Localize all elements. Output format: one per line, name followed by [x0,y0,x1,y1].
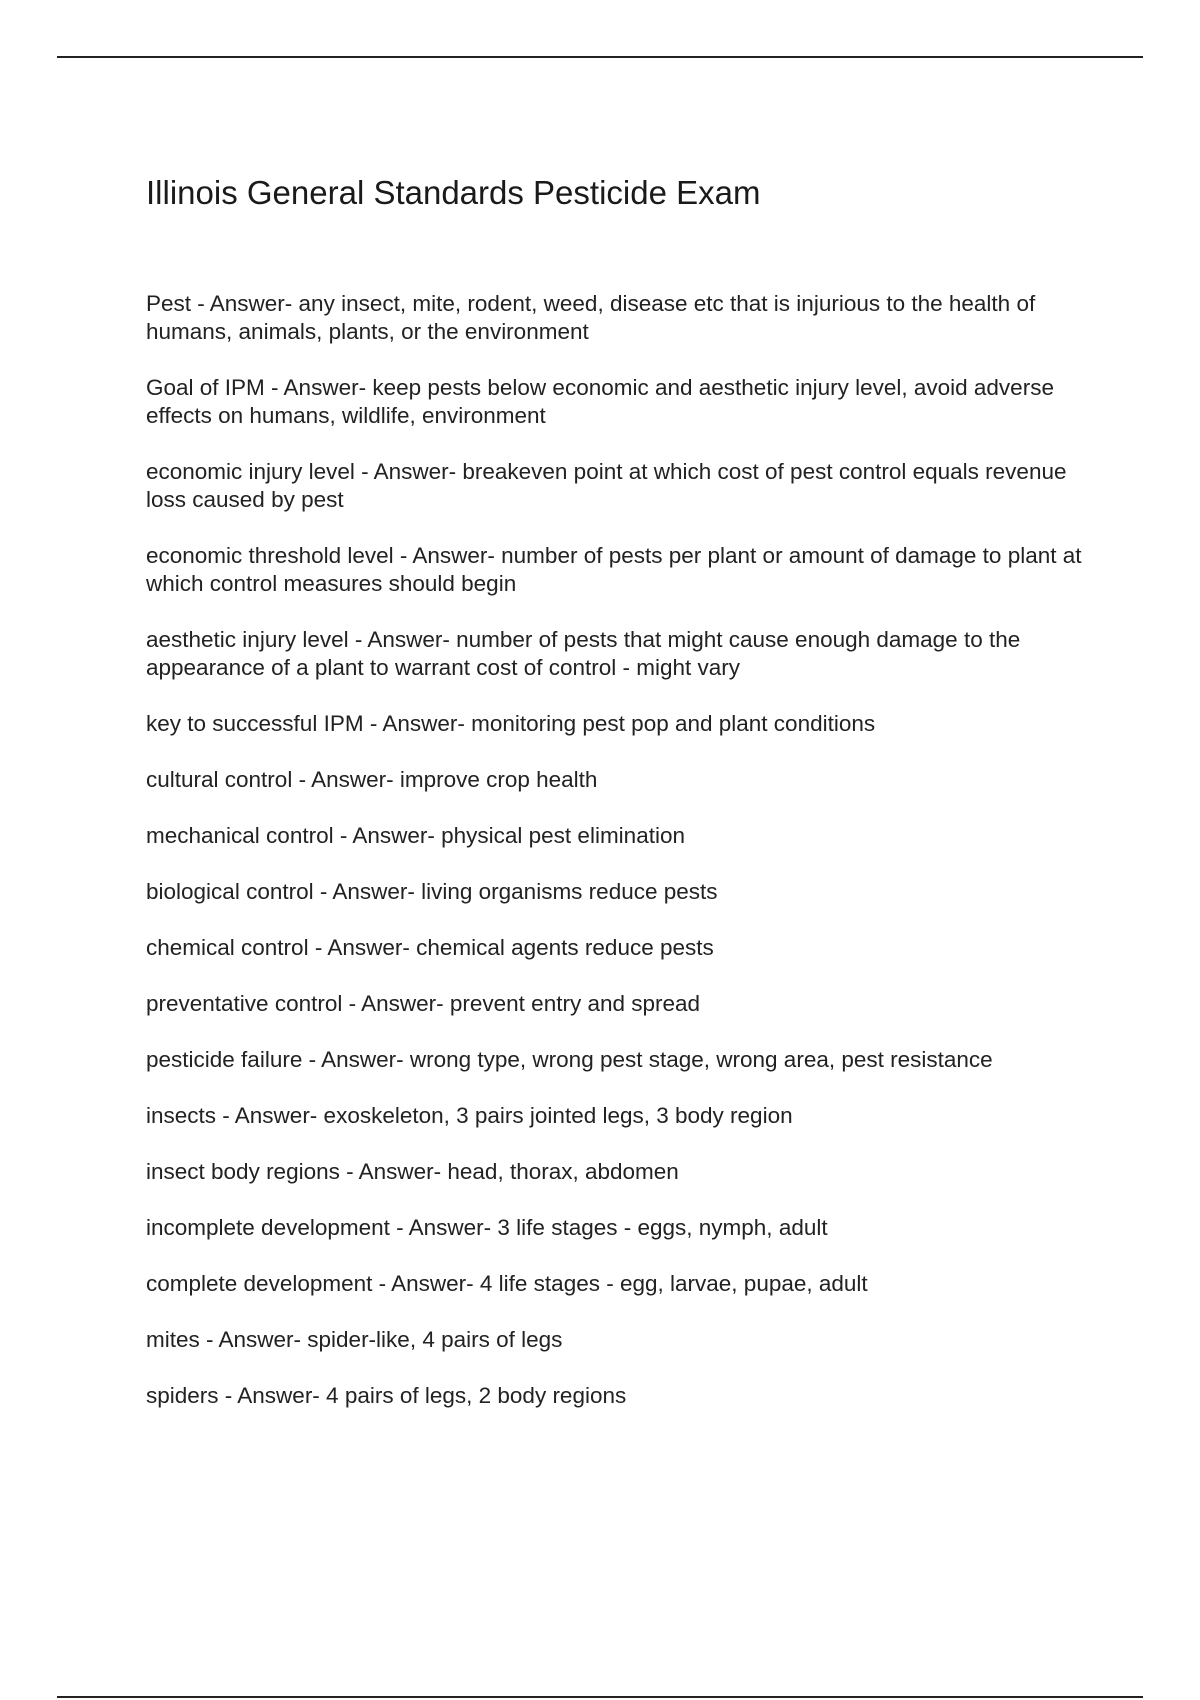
flashcard-entry: mites - Answer- spider-like, 4 pairs of legs [146,1327,563,1352]
flashcard-entry: complete development - Answer- 4 life stages - egg, larvae, pupae, adult [146,1271,868,1296]
flashcard-entry: economic injury level - Answer- breakeven point at which cost of pest control equals revenue loss caused by pest [146,459,1067,512]
flashcard-entry: pesticide failure - Answer- wrong type, wrong pest stage, wrong area, pest resistance [146,1047,993,1072]
flashcard-entry: insects - Answer- exoskeleton, 3 pairs jointed legs, 3 body region [146,1103,793,1128]
flashcard-entry: economic threshold level - Answer- number of pests per plant or amount of damage to plant at which control measures should begin [146,543,1082,596]
flashcard-entry: aesthetic injury level - Answer- number of pests that might cause enough damage to the appearance of a plant to warrant cost of control - might vary [146,627,1021,680]
flashcard-entry: Pest - Answer- any insect, mite, rodent, weed, disease etc that is injurious to the health of humans, animals, plants, or the environment [146,291,1036,344]
top-divider [57,56,1143,58]
flashcard-entry: spiders - Answer- 4 pairs of legs, 2 body regions [146,1383,627,1408]
flashcard-entry: key to successful IPM - Answer- monitoring pest pop and plant conditions [146,711,876,736]
page-title: Illinois General Standards Pesticide Exam [146,174,761,211]
flashcard-entry: biological control - Answer- living organisms reduce pests [146,879,718,904]
flashcard-entry: preventative control - Answer- prevent entry and spread [146,991,701,1016]
flashcard-entry: mechanical control - Answer- physical pest elimination [146,823,685,848]
flashcard-entry: cultural control - Answer- improve crop health [146,767,598,792]
flashcard-list [146,290,1096,1438]
flashcard-entry: Goal of IPM - Answer- keep pests below economic and aesthetic injury level, avoid adverse effects on humans, wildlife, environment [146,375,1054,428]
flashcard-entry: insect body regions - Answer- head, thorax, abdomen [146,1159,679,1184]
flashcard-entry: chemical control - Answer- chemical agents reduce pests [146,935,714,960]
bottom-divider [57,1696,1143,1698]
flashcard-entry: incomplete development - Answer- 3 life stages - eggs, nymph, adult [146,1215,828,1240]
